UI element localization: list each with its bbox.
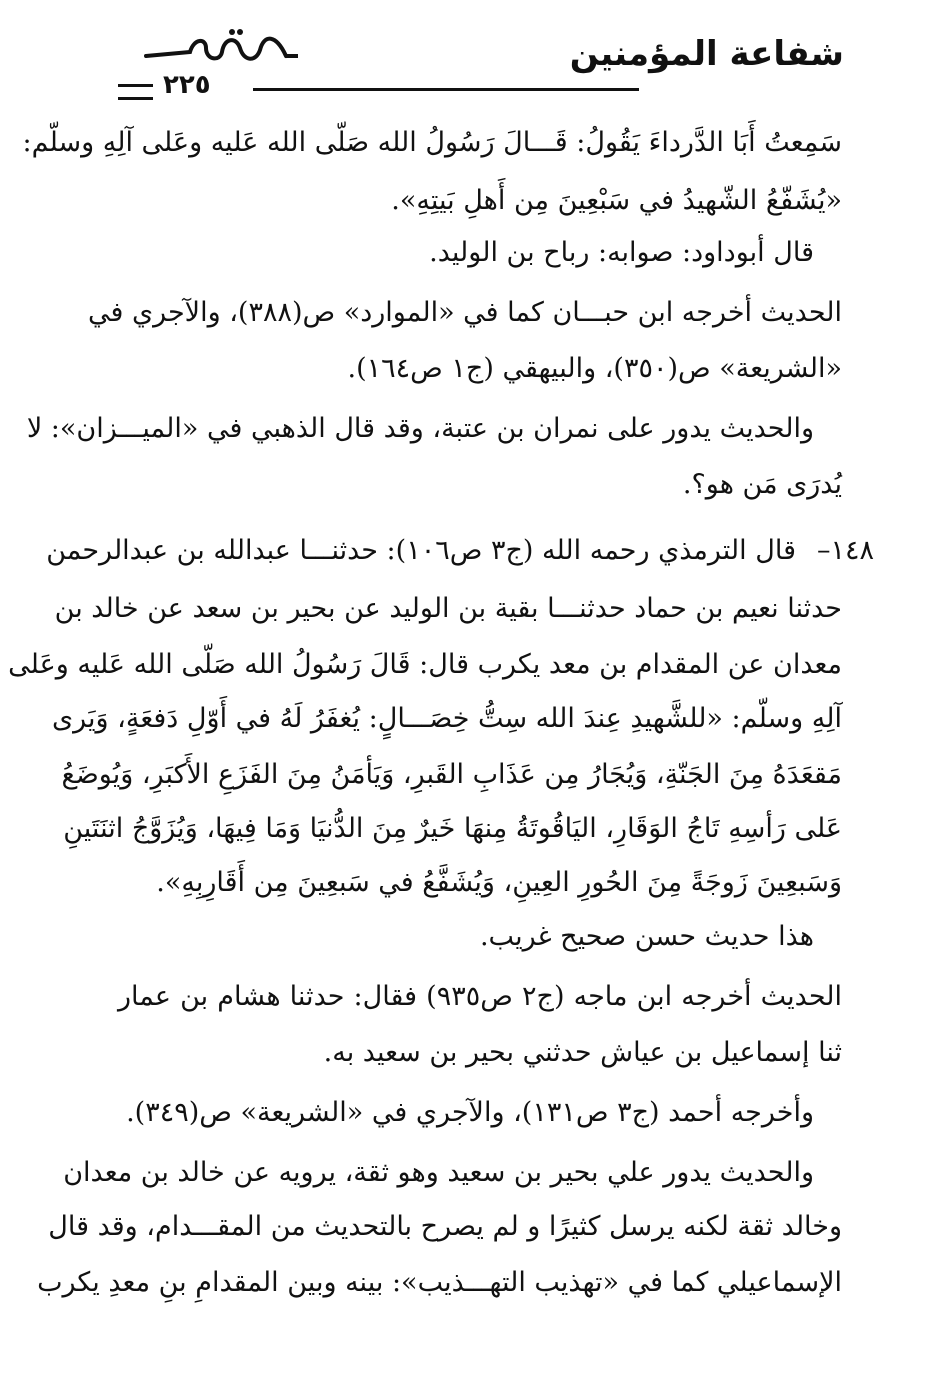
- text-line: يُدرَى مَن هو؟.: [682, 469, 842, 500]
- text-line: الإسماعيلي كما في «تهذيب التهـــذيب»: بينه وبين المقدامِ بنِ معدِ يكرب: [37, 1267, 842, 1298]
- running-header: [118, 18, 844, 98]
- text-line: قال الترمذي رحمه الله (ج٣ ص١٠٦): حدثنـــا عبدالله بن عبدالرحمن: [46, 535, 796, 566]
- text-line: والحديث يدور علي بحير بن سعيد وهو ثقة، يرويه عن خالد بن معدان: [63, 1157, 814, 1188]
- text-line: معدان عن المقدام بن معد يكرب قال: قَالَ رَسُولُ الله صَلّى الله عَليه وعَلى: [8, 649, 842, 680]
- text-line: هذا حديث حسن صحيح غريب.: [479, 921, 814, 952]
- text-line: والحديث يدور على نمران بن عتبة، وقد قال الذهبي في «الميـــزان»: لا: [26, 413, 814, 444]
- chapter-calligraphy-mark: [136, 26, 301, 68]
- text-line: «الشريعة» ص(٣٥٠)، والبيهقي (ج١ ص١٦٤).: [347, 353, 842, 384]
- text-line: آلِهِ وسلّم: «للشَّهيدِ عِندَ الله سِتُّ خِصَـــالٍ: يُغفَرُ لَهُ في أَوّلِ دَفعَةٍ، وَيَرى: [52, 703, 842, 734]
- text-line: ثنا إسماعيل بن عياش حدثني بحير بن سعيد به.: [323, 1037, 842, 1068]
- text-line: وأخرجه أحمد (ج٣ ص١٣١)، والآجري في «الشريعة» ص(٣٤٩).: [126, 1097, 814, 1128]
- text-line: «يُشَفّعُ الشّهيدُ في سَبْعِينَ مِن أَهلِ بَيتِهِ».: [391, 185, 842, 216]
- header-rule: [253, 88, 639, 91]
- text-line: مَقعَدَهُ مِنَ الجَنّةِ، وَيُجَارُ مِن عَذَابِ القَبرِ، وَيَأمَنُ مِنَ الفَزَعِ الأَكبَرِ، وَيُوضَعُ: [61, 759, 842, 790]
- text-line: الحديث أخرجه ابن حبـــان كما في «الموارد» ص(٣٨٨)، والآجري في: [87, 297, 842, 328]
- page-number: ٢٢٥: [163, 70, 211, 100]
- page-number-dashes: [118, 84, 153, 100]
- text-line: قال أبوداود: صوابه: رباح بن الوليد.: [429, 237, 814, 268]
- text-line: الحديث أخرجه ابن ماجه (ج٢ ص٩٣٥) فقال: حدثنا هشام بن عمار: [118, 981, 842, 1012]
- text-line: عَلى رَأسِهِ تَاجُ الوَقَارِ، اليَاقُوتَةُ مِنهَا خَيرٌ مِنَ الدُّنيَا وَمَا فِيهَا، وَيُزَوَّجُ اثنَتَينِ: [63, 813, 842, 844]
- text-line: سَمِعتُ أَبَا الدَّرداءَ يَقُولُ: قَـــالَ رَسُولُ الله صَلّى الله عَليه وعَلى آلِهِ وسلّم:: [22, 127, 842, 158]
- text-line: وَسَبعِينَ زَوجَةً مِنَ الحُورِ العِينِ، وَيُشَفَّعُ في سَبعِينَ مِن أَقَارِبِهِ».: [156, 867, 842, 898]
- text-line: وخالد ثقة لكنه يرسل كثيرًا و لم يصرح بالتحديث من المقـــدام، وقد قال: [48, 1211, 842, 1242]
- hadith-number: ١٤٨–: [816, 535, 874, 566]
- text-line: حدثنا نعيم بن حماد حدثنـــا بقية بن الوليد عن بحير بن سعد عن خالد بن: [54, 593, 842, 624]
- book-title: شفاعة المؤمنين: [569, 34, 844, 74]
